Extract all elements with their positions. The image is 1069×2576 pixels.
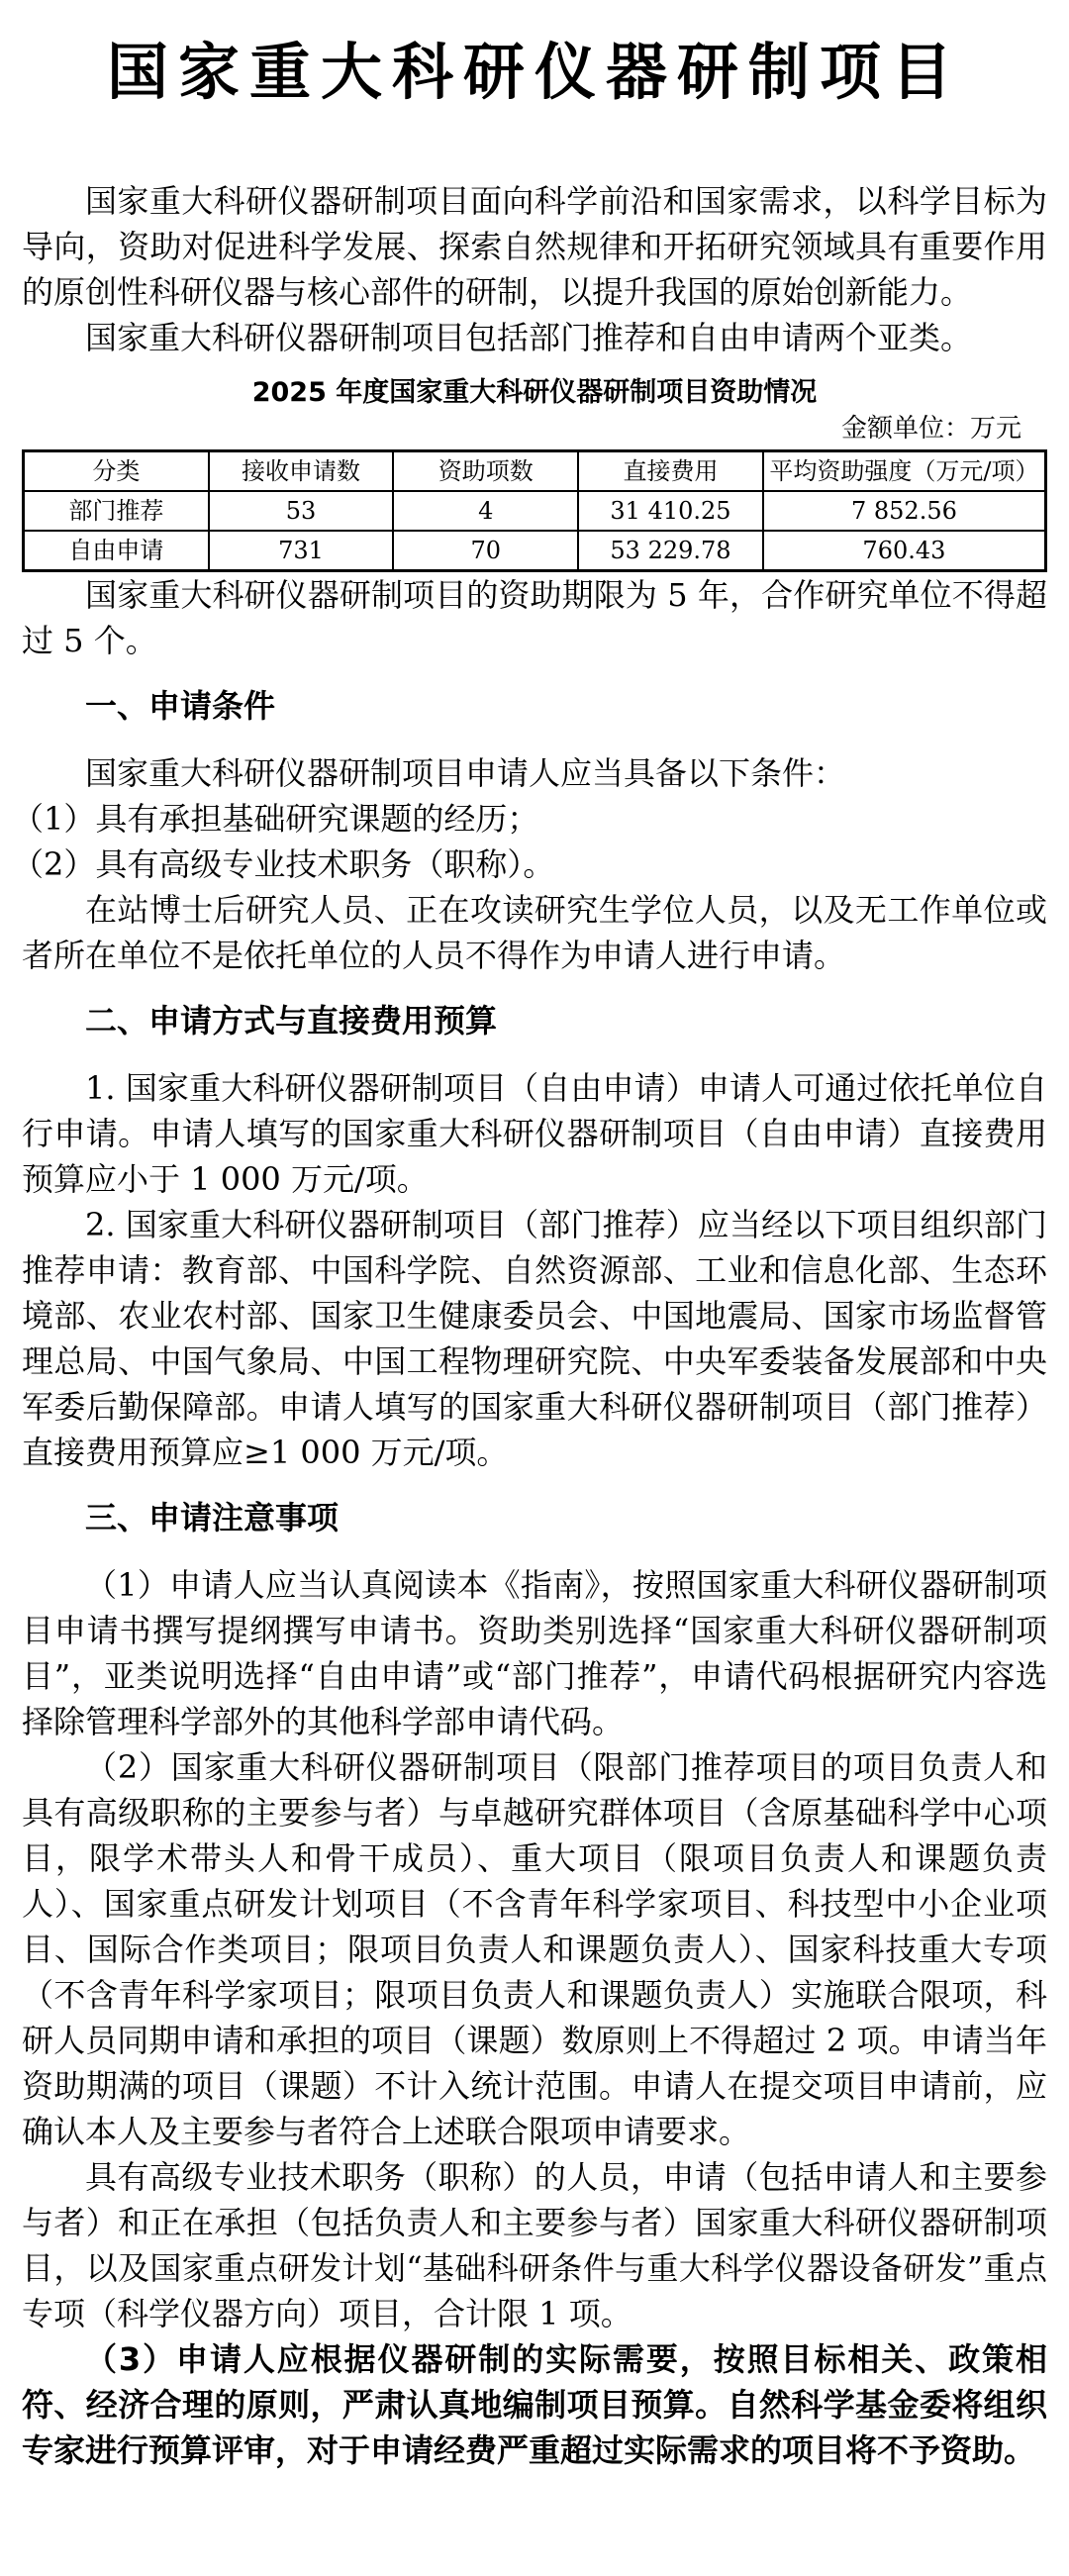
section1-paragraph-1: 国家重大科研仪器研制项目申请人应当具备以下条件： (85, 754, 846, 792)
cell-category: 部门推荐 (24, 491, 209, 531)
section-heading-1: 一、申请条件 (85, 687, 276, 725)
table-row-free-application (24, 531, 1046, 571)
header-category: 分类 (24, 451, 209, 492)
cell-funded-count: 4 (393, 491, 578, 531)
cell-applications: 53 (209, 491, 394, 531)
section-heading-2: 二、申请方式与直接费用预算 (85, 1002, 498, 1040)
section3-paragraph-2: （2）国家重大科研仪器研制项目（限部门推荐项目的项目负责人和具有高级职称的主要参与者）与卓越研究群体项目（含原基础科学中心项目，限学术带头人和骨干成员）、重大项目（限项目负责人和课题负责人）、国家重点研发计划项目（不含青年科学家项目、科技型中小企业项目、国际合作类项目；限项目负责人和课题负责人）、国家科技重大专项（不含青年科学家项目；限项目负责人和课题负责人）实施联合限项，科研人员同期申请和承担的项目（课题）数原则上不得超过 2 项。申请当年资助期满的项目（课题）不计入统计范围。申请人在提交项目申请前，应确认本人及主要参与者符合上述联合限项申请要求。 (22, 1748, 1047, 2150)
funding-table (22, 449, 1047, 572)
cell-direct-cost: 53 229.78 (578, 531, 763, 571)
intro-paragraph-1: 国家重大科研仪器研制项目面向科学前沿和国家需求，以科学目标为导向，资助对促进科学发展、探索自然规律和开拓研究领域具有重要作用的原创性科研仪器与核心部件的研制，以提升我国的原始创新能力。 (22, 182, 1047, 311)
table-title: 2025 年度国家重大科研仪器研制项目资助情况 (251, 377, 818, 408)
table-row-department-recommended (24, 491, 1046, 531)
section3-paragraph-3: 具有高级专业技术职务（职称）的人员，申请（包括申请人和主要参与者）和正在承担（包括负责人和主要参与者）国家重大科研仪器研制项目，以及国家重点研发计划“基础科研条件与重大科学仪器设备研发”重点专项（科学仪器方向）项目，合计限 1 项。 (22, 2158, 1047, 2332)
cell-avg-intensity: 760.43 (763, 531, 1046, 571)
funding-table-block (22, 374, 1047, 572)
section3-paragraph-4-budget-notice: （3）申请人应根据仪器研制的实际需要，按照目标相关、政策相符、经济合理的原则，严肃认真地编制项目预算。自然科学基金委将组织专家进行预算评审，对于申请经费严重超过实际需求的项目将不予资助。 (22, 2340, 1047, 2469)
section1-paragraph-2: 在站博士后研究人员、正在攻读研究生学位人员，以及无工作单位或者所在单位不是依托单位的人员不得作为申请人进行申请。 (22, 891, 1047, 974)
intro-paragraph-2: 国家重大科研仪器研制项目包括部门推荐和自由申请两个亚类。 (85, 319, 973, 356)
cell-applications: 731 (209, 531, 394, 571)
header-direct-cost: 直接费用 (578, 451, 763, 492)
section1-condition-2: （2）具有高级专业技术职务（职称）。 (12, 845, 555, 883)
header-funded-count: 资助项数 (393, 451, 578, 492)
cell-category: 自由申请 (24, 531, 209, 571)
cell-avg-intensity: 7 852.56 (763, 491, 1046, 531)
header-applications: 接收申请数 (209, 451, 394, 492)
table-unit-label: 金额单位：万元 (840, 414, 1021, 444)
section1-condition-1: （1）具有承担基础研究课题的经历； (12, 800, 539, 838)
section-heading-3: 三、申请注意事项 (85, 1499, 340, 1536)
cell-funded-count: 70 (393, 531, 578, 571)
header-avg-intensity: 平均资助强度（万元/项） (763, 451, 1046, 492)
page-title: 国家重大科研仪器研制项目 (106, 36, 962, 108)
section2-paragraph-1: 1. 国家重大科研仪器研制项目（自由申请）申请人可通过依托单位自行申请。申请人填写的国家重大科研仪器研制项目（自由申请）直接费用预算应小于 1 000 万元/项。 (22, 1069, 1047, 1198)
cell-direct-cost: 31 410.25 (578, 491, 763, 531)
funding-period-paragraph: 国家重大科研仪器研制项目的资助期限为 5 年，合作研究单位不得超过 5 个。 (22, 576, 1047, 659)
section3-paragraph-1: （1）申请人应当认真阅读本《指南》，按照国家重大科研仪器研制项目申请书撰写提纲撰写申请书。资助类别选择“国家重大科研仪器研制项目”，亚类说明选择“自由申请”或“部门推荐”，申请代码根据研究内容选择除管理科学部外的其他科学部申请代码。 (22, 1566, 1047, 1740)
table-header-row (24, 451, 1046, 492)
section2-paragraph-2: 2. 国家重大科研仪器研制项目（部门推荐）应当经以下项目组织部门推荐申请：教育部、中国科学院、自然资源部、工业和信息化部、生态环境部、农业农村部、国家卫生健康委员会、中国地震局、国家市场监督管理总局、中国气象局、中国工程物理研究院、中央军委装备发展部和中央军委后勤保障部。申请人填写的国家重大科研仪器研制项目（部门推荐）直接费用预算应≥1 000 万元/项。 (22, 1206, 1047, 1471)
